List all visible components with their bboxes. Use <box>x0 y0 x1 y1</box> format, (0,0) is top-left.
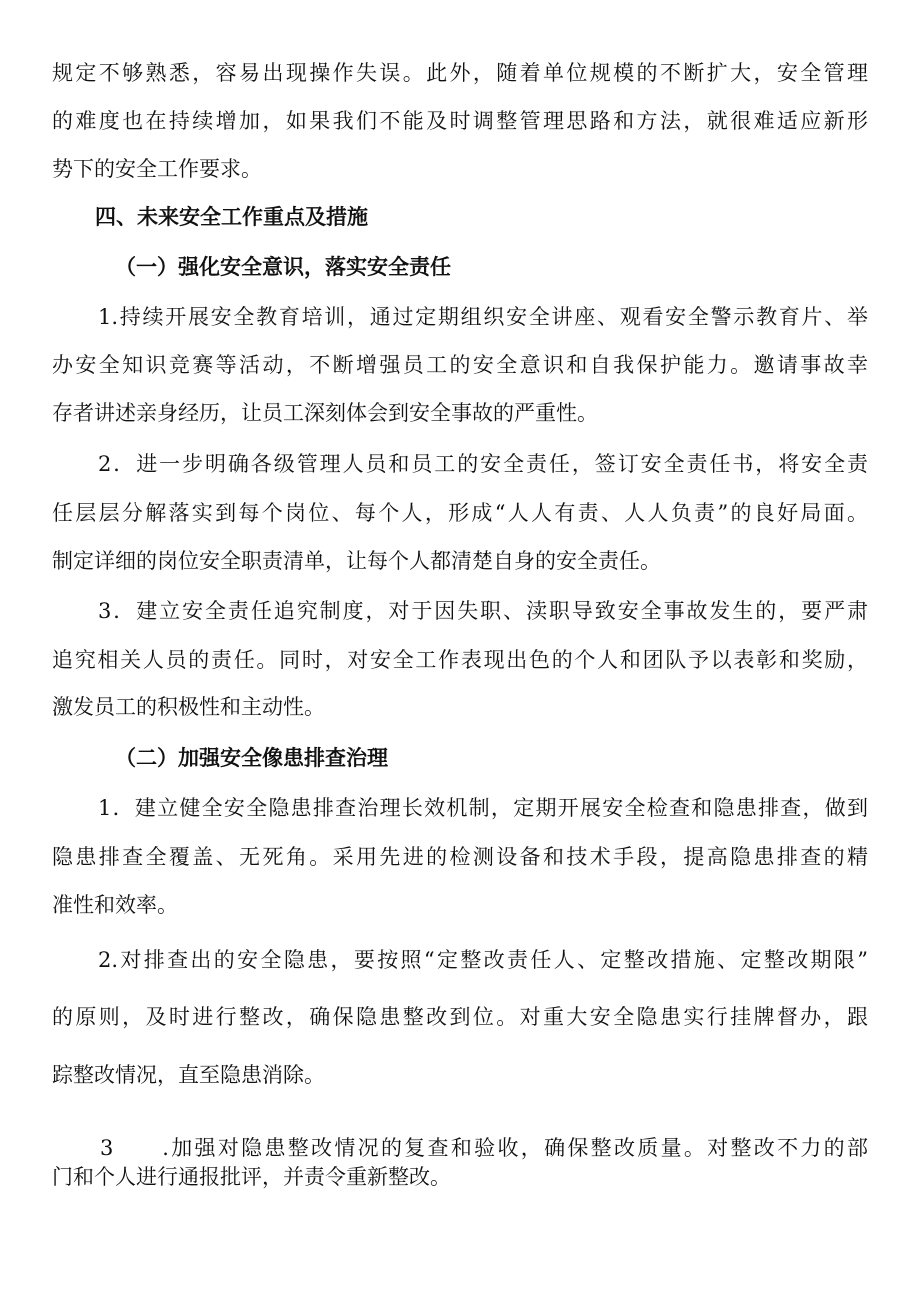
subsection-heading: （一）强化安全意识，落实安全责任 <box>115 255 451 279</box>
paragraph-line: 规定不够熟悉，容易出现操作失误。此外，随着单位规模的不断扩大，安全管理 <box>52 61 868 85</box>
paragraph-line: 存者讲述亲身经历，让员工深刻体会到安全事故的严重性。 <box>52 401 598 425</box>
paragraph-line: 3．建立安全责任追究制度，对于因失职、渎职导致安全事故发生的，要严肃 <box>98 599 868 623</box>
paragraph-line: 的原则，及时进行整改，确保隐患整改到位。对重大安全隐患实行挂牌督办，跟 <box>52 1005 868 1029</box>
paragraph-line: 的难度也在持续增加，如果我们不能及时调整管理思路和方法，就很难适应新形 <box>52 109 868 133</box>
section-heading: 四、未来安全工作重点及措施 <box>95 205 368 229</box>
subsection-heading: （二）加强安全像患排查治理 <box>115 746 388 770</box>
paragraph-line: 3 .加强对隐患整改情况的复查和验收，确保整改质量。对整改不力的部 <box>100 1136 868 1160</box>
paragraph-line: 追究相关人员的责任。同时，对安全工作表现出色的个人和团队予以表彰和奖励， <box>52 648 868 672</box>
paragraph-line: 任层层分解落实到每个岗位、每个人，形成“人人有责、人人负责”的良好局面。 <box>52 501 868 525</box>
paragraph-line: 2．进一步明确各级管理人员和员工的安全责任，签订安全责任书，将安全责 <box>98 452 868 476</box>
paragraph-line: 1.持续开展安全教育培训，通过定期组织安全讲座、观看安全警示教育片、举 <box>98 305 868 329</box>
paragraph-line: 准性和效率。 <box>52 893 178 917</box>
paragraph-line: 门和个人进行通报批评，并责令重新整改。 <box>52 1165 451 1189</box>
paragraph-line: 踪整改情况，直至隐患消除。 <box>52 1063 325 1087</box>
paragraph-line: 制定详细的岗位安全职责清单，让每个人都清楚自身的安全责任。 <box>52 549 661 573</box>
paragraph-line: 势下的安全工作要求。 <box>52 157 262 181</box>
paragraph-line: 激发员工的积极性和主动性。 <box>52 695 325 719</box>
paragraph-line: 1．建立健全安全隐患排查治理长效机制，定期开展安全检查和隐患排查，做到 <box>98 796 868 820</box>
paragraph-line: 办安全知识竞赛等活动，不断增强员工的安全意识和自我保护能力。邀请事故幸 <box>52 353 868 377</box>
paragraph-line: 2.对排查出的安全隐患，要按照“定整改责任人、定整改措施、定整改期限” <box>98 948 868 972</box>
paragraph-line: 隐患排查全覆盖、无死角。采用先进的检测设备和技术手段，提高隐患排查的精 <box>52 845 868 869</box>
